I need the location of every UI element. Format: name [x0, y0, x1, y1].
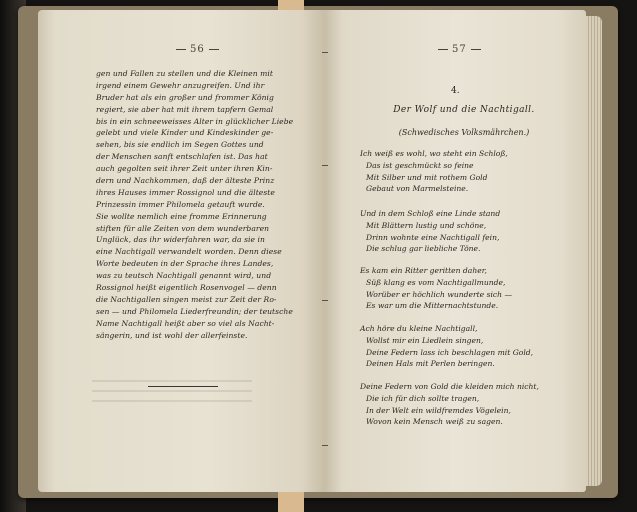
- text-line: dern und Nachkommen, daß der älteste Prinz: [96, 176, 275, 186]
- verse-line: Ich weiß es wohl, wo steht ein Schloß,: [360, 149, 508, 158]
- verse-line: Und in dem Schloß eine Linde stand: [360, 209, 501, 218]
- verse-line: Ach höre du kleine Nachtigall,: [360, 324, 478, 333]
- gutter-stitch: [322, 52, 328, 53]
- verse-line: Gebaut von Marmelsteine.: [366, 184, 469, 194]
- text-line: sehen, bis sie endlich im Segen Gottes und: [96, 140, 264, 150]
- gutter-stitch: [322, 165, 328, 166]
- page-edges: [586, 16, 602, 486]
- right-page-number: 57: [434, 44, 485, 55]
- text-line: Bruder hat als ein großer und frommer König: [96, 92, 274, 102]
- text-line: sängerin, und ist wohl der allerfeinste.: [96, 330, 248, 340]
- text-line: regiert, sie aber hat mit ihrem tapfern Gemal: [96, 104, 274, 114]
- text-line: die Nachtigallen singen meist zur Zeit der Ro-: [96, 294, 277, 304]
- text-line: stiften für alle Zeiten von dem wunderbaren: [96, 223, 270, 233]
- text-line: Worte bedeuten in der Sprache ihres Landes,: [96, 259, 274, 269]
- text-line: Name Nachtigall heißt aber so viel als Nacht-: [96, 318, 275, 328]
- text-line: gen und Fallen zu stellen und die Kleinen mit: [96, 69, 273, 78]
- gutter-stitch: [322, 300, 328, 301]
- bleed-through: [92, 380, 252, 408]
- verse-line: Drinn wohnte eine Nachtigall fein,: [366, 232, 500, 242]
- text-line: bis in ein schneeweisses Alter in glücklicher Liebe: [96, 116, 294, 126]
- verse-line: Es war um die Mitternachtstunde.: [366, 301, 499, 311]
- text-line: gelebt und viele Kinder und Kindeskinder ge-: [96, 128, 274, 138]
- poem-number: 4.: [451, 86, 460, 96]
- text-line: was zu teutsch Nachtigall genannt wird, und: [96, 271, 272, 281]
- text-line: ihres Hauses immer Rossignol und die älteste: [96, 187, 275, 197]
- right-page: [324, 10, 586, 492]
- left-page: [38, 10, 324, 492]
- verse-line: Es kam ein Ritter geritten daher,: [360, 266, 487, 275]
- left-page-text: [96, 68, 306, 341]
- stanza: [360, 381, 560, 428]
- verse-line: Deine Federn von Gold die kleiden mich nicht,: [360, 382, 539, 391]
- verse-line: Worüber er höchlich wunderte sich —: [366, 289, 513, 299]
- stanza: [360, 265, 560, 312]
- section-divider: [148, 386, 218, 387]
- stanza: [360, 148, 560, 195]
- text-line: irgend einem Gewehr anzugreifen. Und ihr: [96, 80, 265, 90]
- verse-line: Deine Federn lass ich beschlagen mit Gold,: [366, 347, 534, 357]
- verse-line: Süß klang es vom Nachtigallmunde,: [366, 277, 506, 287]
- text-line: Unglück, das ihr widerfahren war, da sie in: [96, 235, 265, 245]
- text-line: auch gegolten seit ihrer Zeit unter ihren Kin-: [96, 164, 273, 174]
- text-line: eine Nachtigall verwandelt worden. Denn diese: [96, 247, 282, 257]
- poem-subtitle: (Schwedisches Volksmährchen.): [398, 128, 530, 137]
- stanza: [360, 208, 560, 255]
- text-line: Rossignol heißt eigentlich Rosenvogel — denn: [96, 283, 277, 293]
- verse-line: Mit Silber und mit rothem Gold: [366, 172, 488, 182]
- stanza: [360, 323, 560, 370]
- verse-line: Das ist geschmückt so feine: [366, 160, 474, 170]
- text-line: sen — und Philomela Liederfreundin; der teutsche: [96, 306, 293, 316]
- verse-line: Deinen Hals mit Perlen beringen.: [366, 359, 495, 369]
- text-line: Sie wollte nemlich eine fromme Erinnerung: [96, 211, 267, 221]
- left-page-number: 56: [172, 44, 223, 55]
- text-line: Prinzessin immer Philomela getauft wurde.: [96, 199, 265, 209]
- verse-line: In der Welt ein wildfremdes Vögelein,: [366, 405, 511, 415]
- verse-line: Die ich für dich sollte tragen,: [366, 393, 480, 403]
- verse-line: Wollst mir ein Liedlein singen,: [366, 335, 484, 345]
- text-line: der Menschen sanft entschlafen ist. Das hat: [96, 152, 268, 162]
- gutter-stitch: [322, 445, 328, 446]
- verse-line: Mit Blättern lustig und schöne,: [366, 220, 487, 230]
- verse-line: Die schlug gar liebliche Töne.: [366, 244, 481, 254]
- verse-line: Wovon kein Mensch weiß zu sagen.: [366, 417, 503, 427]
- poem-title: Der Wolf und die Nachtigall.: [393, 105, 535, 115]
